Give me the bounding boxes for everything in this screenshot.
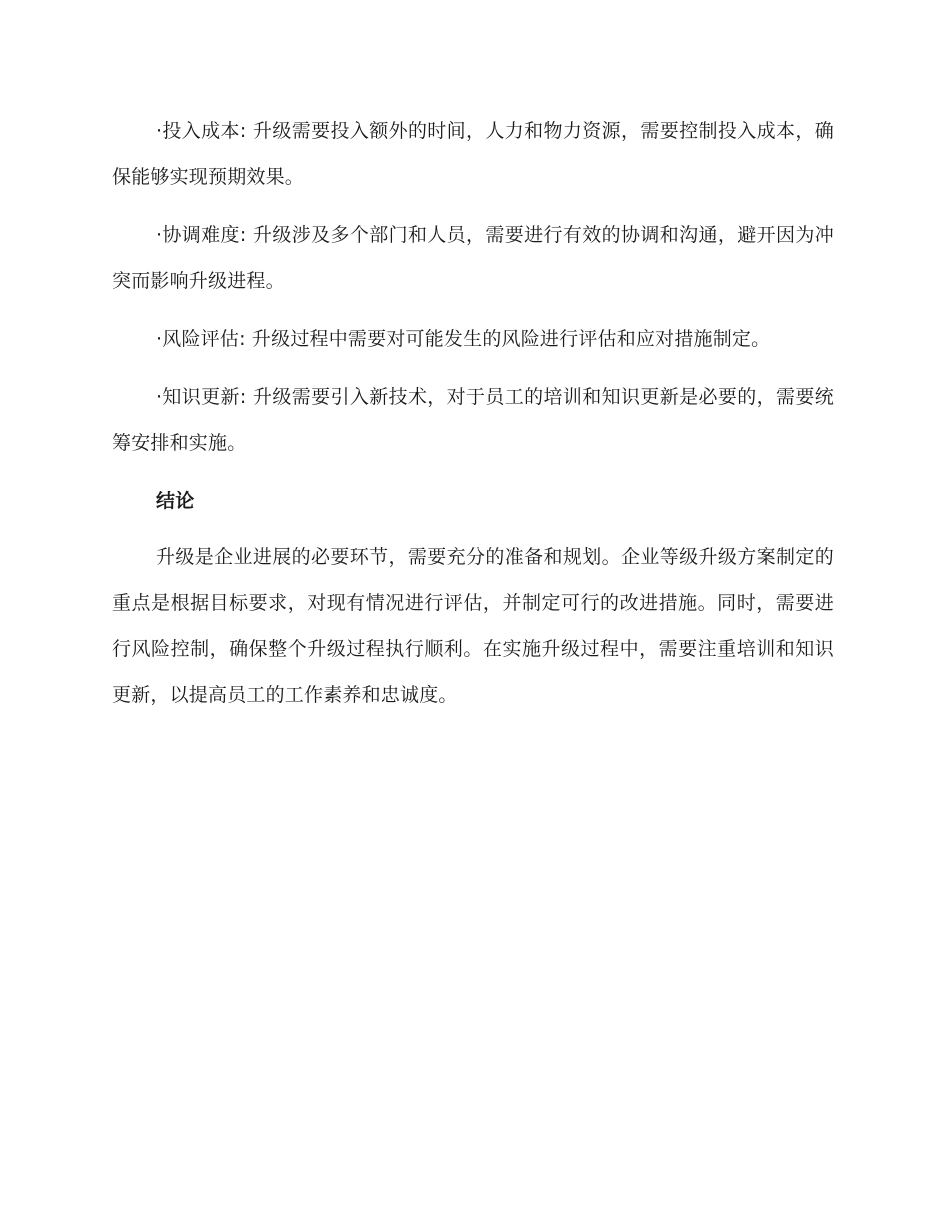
bullet-term: 风险评估 — [162, 328, 240, 350]
bullet-marker: · — [156, 328, 163, 350]
bullet-term: 协调难度 — [162, 224, 240, 246]
bullet-term: 投入成本 — [162, 120, 240, 142]
bullet-coordination — [112, 212, 834, 304]
bullet-text: 升级涉及多个部门和人员，需要进行有效的协调和沟通，避开因为冲突而影响升级进程。 — [112, 224, 834, 292]
bullet-marker: · — [156, 224, 163, 246]
bullet-term: 知识更新 — [162, 386, 240, 408]
bullet-text: 升级需要投入额外的时间，人力和物力资源，需要控制投入成本，确保能够实现预期效果。 — [112, 120, 834, 188]
bullet-knowledge — [112, 374, 834, 466]
bullet-separator: : — [239, 224, 247, 246]
conclusion-paragraph: 升级是企业进展的必要环节，需要充分的准备和规划。企业等级升级方案制定的重点是根据目标要求，对现有情况进行评估，并制定可行的改进措施。同时，需要进行风险控制，确保整个升级过程执行顺利。在实施升级过程中，需要注重培训和知识更新，以提高员工的工作素养和忠诚度。 — [112, 546, 834, 706]
bullet-text: 升级过程中需要对可能发生的风险进行评估和应对措施制定。 — [251, 328, 771, 350]
bullet-cost — [112, 108, 834, 200]
bullet-separator: : — [239, 120, 247, 142]
bullet-risk — [112, 316, 834, 362]
bullet-marker: · — [156, 386, 163, 408]
bullet-separator: : — [239, 386, 247, 408]
bullet-marker: · — [156, 120, 163, 142]
document-body — [112, 108, 834, 730]
conclusion-heading: 结论 — [156, 490, 195, 512]
bullet-separator: : — [239, 328, 246, 350]
bullet-text: 升级需要引入新技术，对于员工的培训和知识更新是必要的，需要统筹安排和实施。 — [112, 386, 834, 454]
